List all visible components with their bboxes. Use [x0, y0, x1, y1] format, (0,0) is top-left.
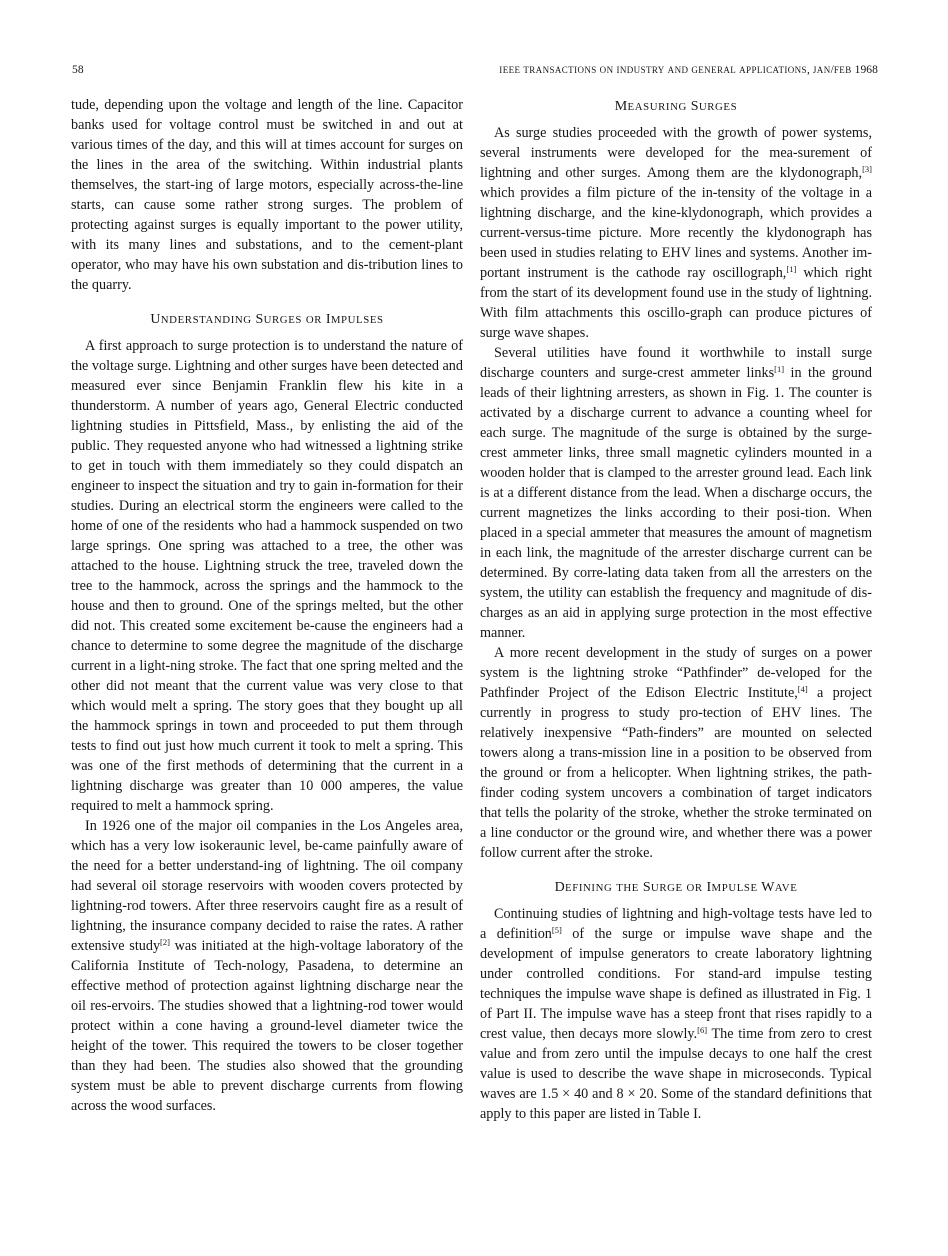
paragraph-continued: tude, depending upon the voltage and length of the line. Capacitor banks used for voltage control must be switched in and out at various times of the day, and this will at times account for surges on the lines in the area of the switching. Within industrial plants themselves, the start-​ing of large motors, especially across-​the-​line starts, can cause some rather strong surges. The problem of protecting against surges is equally important to the power utility, with its many lines and substations, and to the cement-​plant operator, who may have his own substation and dis-​tribution lines to the quarry.	[71, 97, 463, 293]
citation-6: [6]	[697, 1025, 708, 1035]
citation-4: [4]	[797, 684, 808, 694]
heading-defining-surge: DEFINING THE SURGE OR IMPULSE WAVE	[554, 880, 798, 895]
heading-understanding-surges: UNDERSTANDING SURGES OR IMPULSES	[150, 312, 384, 327]
citation-1: [1]	[774, 364, 785, 374]
paragraph-text: a project currently in progress to study pro-​tection of EHV lines. The relatively inexpensive “Path-​finders” are mounted on selected towers along a trans-​mission line in a position to be observed from the ground or from a helicopter. When lightning strikes, the path-​finder coding system uncovers a combination of target indicators that tells the polarity of the stroke, whether the stroke terminated on a line conductor or the ground wire, and whether there was a power follow current after the stroke.	[480, 685, 873, 861]
paragraph-text: in the ground leads of their lightning arresters, as shown in Fig. 1. The counter is activated by a discharge current to advance a counting wheel for each surge. The magnitude of the surge is obtained by the surge-​crest ammeter links, three small magnetic cylinders mounted in a wooden holder that is clamped to the arrester ground lead. Each link is at a different distance from the lead. When a discharge occurs, the current magnetizes the links according to their posi-​tion. When placed in a special ammeter that measures the amount of magnetism in each link, the magnitude of the arrester discharge current can be determined. By corre-​lating data taken from all the arresters on the system, the utility can establish the frequency and magnitude of dis-​charges as an aid in applying surge protection in the most effective manner.	[480, 365, 872, 641]
paragraph-text: was initiated at the high-​voltage laboratory of the California Institute of Tech-​nology, Pasadena, to determine an effective method of protection against lightning discharge near the oil res-​ervoirs. The studies showed that a lightning-​rod tower would protect within a cone having a ground-​level diameter twice the height of the tower. This required the towers to be closer together than they had been. The studies also showed that the grounding system must be able to prevent discharge currents from flowing across the wood surfaces.	[71, 938, 463, 1114]
paragraph-text: Several utilities have found it worthwhile to install surge discharge counters and surge-​crest ammeter links	[480, 345, 872, 381]
left-column	[71, 95, 463, 1116]
citation-2: [2]	[160, 937, 170, 947]
paragraph-1926-study	[71, 816, 463, 1116]
paragraph-text: A more recent development in the study of surges on a power system is the lightning stroke “Pathfinder” de-​veloped for the Pathfinder Project of the Edison Electric Institute,	[480, 645, 872, 701]
paragraph-pathfinder	[480, 643, 872, 863]
right-column	[480, 95, 872, 1124]
page-header	[72, 64, 878, 80]
paragraph-text: which right from the start of its development found use in the study of lightning. With film attachments this oscillo-​graph can produce pictures of surge wave shapes.	[480, 265, 873, 341]
paragraph-text: As surge studies proceeded with the growth of power systems, several instruments were developed for the mea-​surement of lightning and other surges. Among them are the klydonograph,	[480, 125, 872, 181]
page-number: 58	[72, 64, 84, 76]
paragraph-text: which provides a film picture of the in-​tensity of the voltage in a lightning discharge, and the kine-​klydonograph, which provides a current-​versus-​time picture. More recently the klydonograph has been used in studies relating to EHV lines and systems. Another im-​portant instrument is the cathode ray oscillograph,	[480, 185, 872, 281]
citation-3: [3]	[862, 164, 872, 174]
paragraph-text: The time from zero to crest value and from zero until the impulse decays to one half the crest value is used to describe the wave shape in microseconds. Typical waves are 1.5 × 40 and 8 × 20. Some of the standard definitions that apply to this paper are listed in Table I.	[480, 1026, 872, 1122]
paragraph-instruments	[480, 123, 872, 343]
citation-1: [1]	[786, 264, 797, 274]
paragraph-first-approach: A first approach to surge protection is to understand the nature of the voltage surge. Lightning and other surges have been detected and measured ever since Benjamin Franklin flew his kite in a thunderstorm. A number of years ago, General Electric conducted lightning studies in Pittsfield, Mass., by enlisting the aid of the public. They requested anyone who had witnessed a lightning strike to get in touch with them immediately so they could dispatch an engineer to inspect the situation and try to gain in-​formation for their studies. During an electrical storm the engineers were called to the home of one of the residents who had a hammock suspended on two large springs. One spring was attached to a tree, the other was attached to the house. Lightning struck the tree, traveled down the tree to the hammock, across the springs and the hammock to the house and then to ground. One of the springs melted, but the other did not. This created some excitement be-​cause the engineers had a chance to determine to some degree the magnitude of the discharge current in a light-​ning stroke. The fact that one spring melted and the other did not meant that the current value was very close to that which would melt a spring. The story goes that they bought up all the hammock springs in town and proceeded to put them through tests to find out just how much current it took to melt a spring. This was one of the first methods of determining that the current in a lightning discharge was greater than 10 000 amperes, the value required to melt a hammock spring.	[71, 338, 463, 814]
paragraph-text: Continuing studies of lightning and high-​voltage tests have led to a definition	[480, 906, 872, 942]
heading-measuring-surges: MEASURING SURGES	[614, 99, 738, 114]
paragraph-text: of the surge or impulse wave shape and the development of impulse generators to create laboratory lightning under controlled conditions. For stand-​ard impulse testing techniques the impulse wave shape is defined as illustrated in Fig. 1 of Part II. The impulse wave has a steep front that rises rapidly to a crest value, then decays more slowly.	[480, 926, 873, 1042]
citation-5: [5]	[551, 925, 562, 935]
paragraph-text: In 1926 one of the major oil companies in the Los Angeles area, which has a very low isokeraunic level, be-​came painfully aware of the need for a better understand-​ing of lightning. The oil company had several oil storage reservoirs with wooden covers protected by lightning-​rod towers. After three reservoirs caught fire as a result of lightning, the insurance company decided to raise the rates. A rather extensive study	[71, 818, 463, 954]
paragraph-surge-counters	[480, 343, 872, 643]
paragraph-definition	[480, 904, 872, 1124]
running-head: IEEE TRANSACTIONS ON INDUSTRY AND GENERAL APPLICATIONS, JAN/FEB 1968	[499, 64, 878, 76]
